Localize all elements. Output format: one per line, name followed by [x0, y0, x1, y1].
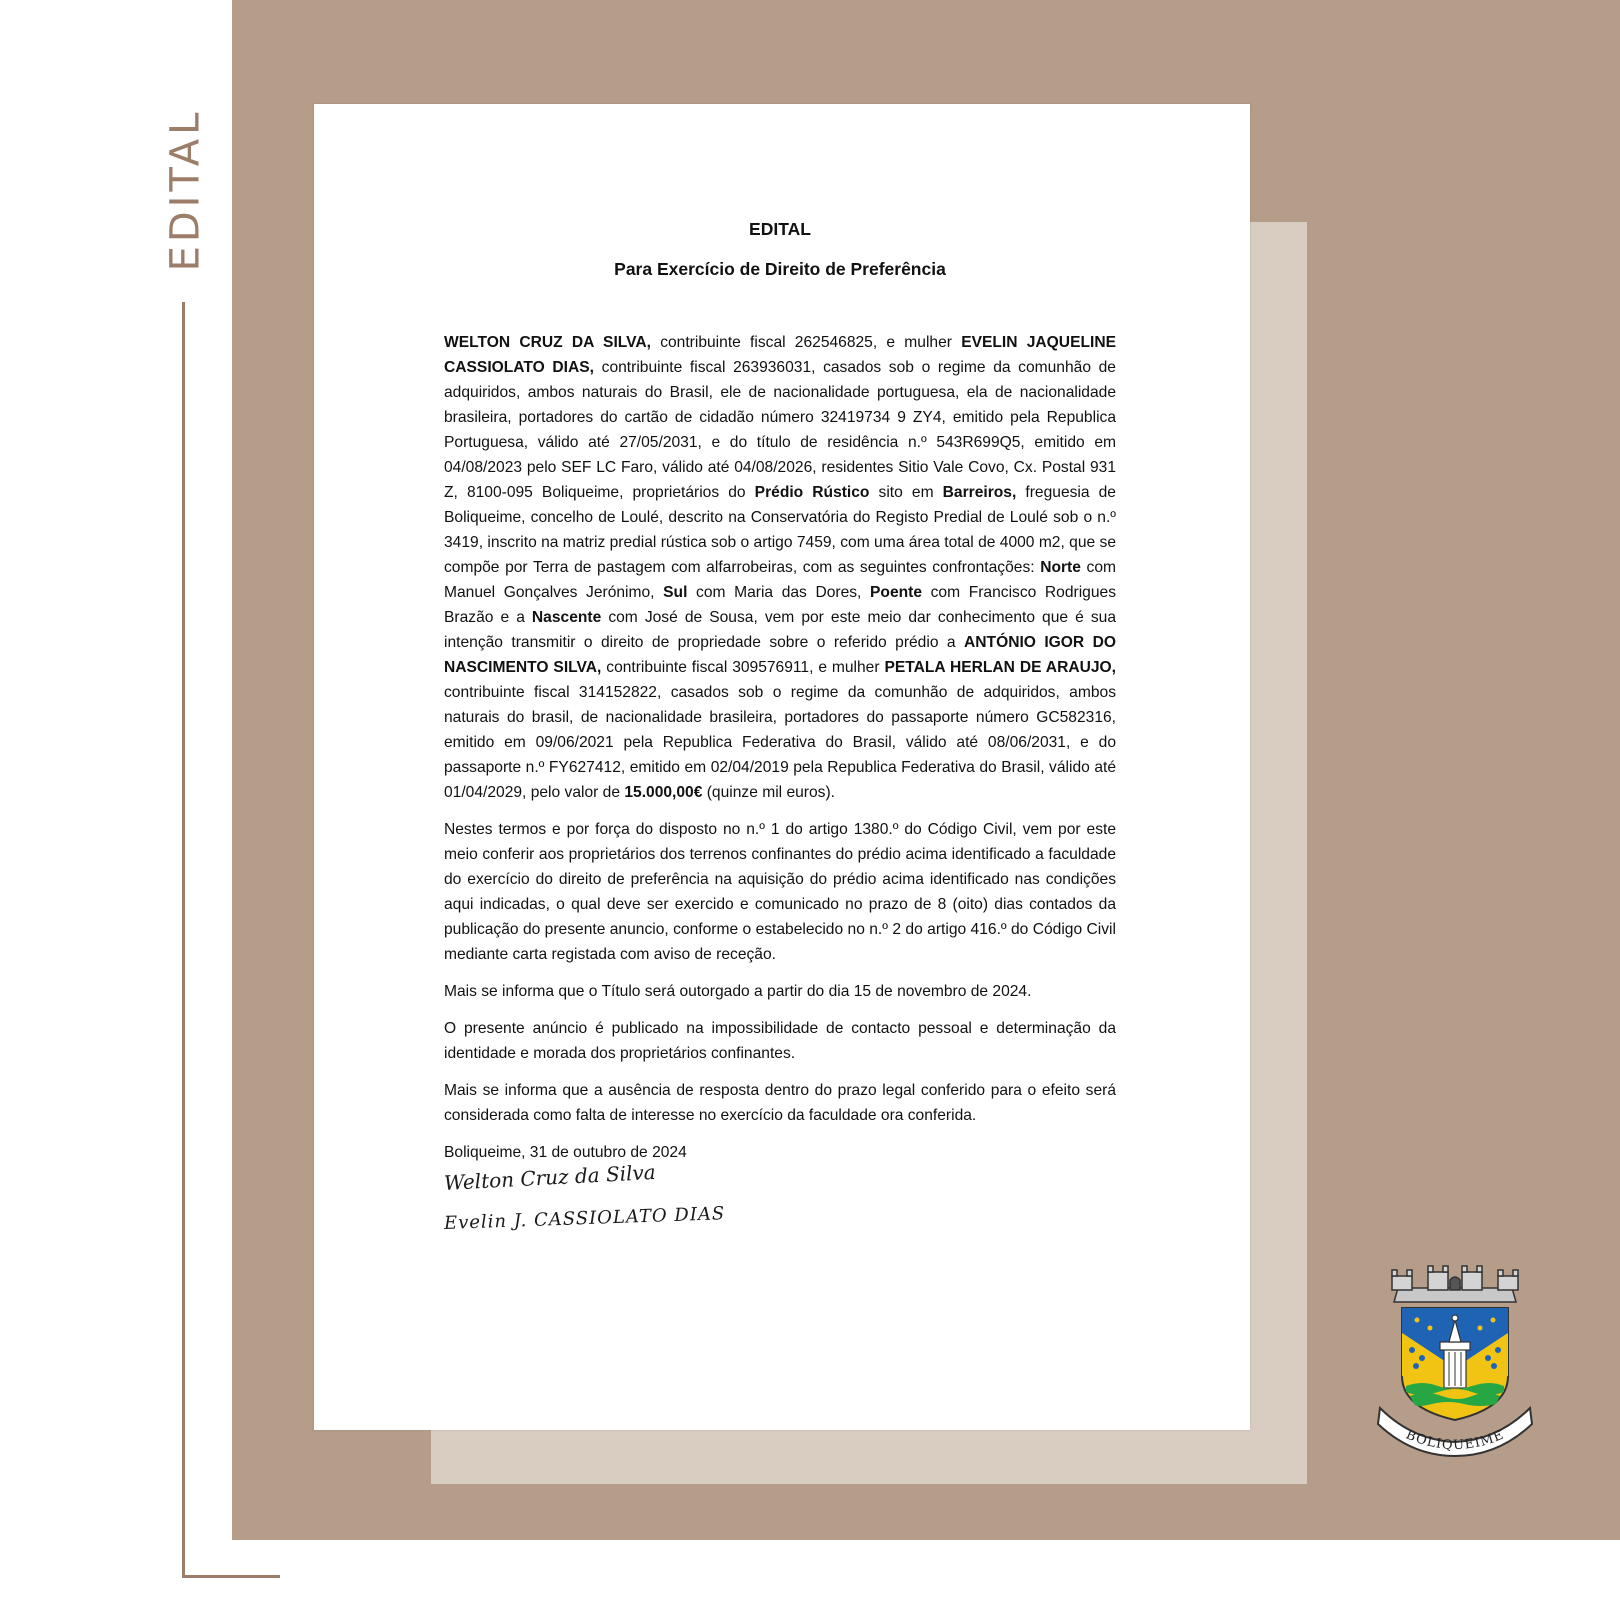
bold-text: Poente	[870, 584, 923, 601]
bold-text: 15.000,00€	[624, 784, 703, 801]
body-text: contribuinte fiscal 309576911, e mulher	[601, 659, 885, 676]
crest-shield	[1402, 1308, 1508, 1420]
document-paragraph	[444, 1016, 1116, 1066]
signatures	[443, 1159, 1116, 1249]
body-text: com Francisco Rodrigues Brazão e a	[444, 584, 1116, 626]
boliqueime-crest-logo	[1372, 1258, 1538, 1458]
bold-text: WELTON CRUZ DA SILVA,	[444, 334, 651, 351]
bold-text: Sul	[663, 584, 688, 601]
bold-text: Prédio Rústico	[754, 484, 870, 501]
body-text: com Manuel Gonçalves Jerónimo,	[444, 559, 1116, 601]
body-text: freguesia de Boliqueime, concelho de Loulé, descrito na Conservatória do Registo Predial de Loulé sob o n.º 3419, inscrito na matriz predial rústica sob o artigo 7459, com uma área total de 4000 m2, que se compõe por Terra de pastagem com alfarrobeiras, com as seguintes confrontações:	[444, 484, 1116, 576]
body-text: contribuinte fiscal 262546825, e mulher	[650, 334, 962, 351]
document-paragraph	[444, 979, 1116, 1004]
document-title: EDITAL	[749, 219, 811, 239]
body-text: Mais se informa que a ausência de resposta dentro do prazo legal conferido para o efeito será considerada como falta de interesse no exercício da faculdade ora conferida.	[444, 1082, 1116, 1124]
body-text: O presente anúncio é publicado na impossibilidade de contacto pessoal e determinação da identidade e morada dos proprietários confinantes.	[444, 1020, 1116, 1062]
crest-banner-text: BOLIQUEIME	[1403, 1427, 1507, 1454]
signature-welton: Welton Cruz da Silva	[443, 1159, 657, 1195]
body-text: contribuinte fiscal 314152822, casados sob o regime da comunhão de adquiridos, ambos naturais do brasil, de nacionalidade brasileira, portadores do passaporte número GC582316, emitido em 09/06/2021 pela Republica Federativa do Brasil, válido até 08/06/2031, e do passaporte n.º FY627412, emitido em 02/04/2019 pela Republica Federativa do Brasil, válido até 01/04/2029, pelo valor de	[444, 684, 1116, 801]
bold-text: Barreiros,	[942, 484, 1017, 501]
side-vertical-line	[182, 302, 185, 1578]
body-text: com José de Sousa, vem por este meio dar conhecimento que é sua intenção transmitir o direito de propriedade sobre o referido prédio a	[444, 609, 1116, 651]
signature-evelin: Evelin J. CASSIOLATO DIAS	[443, 1203, 726, 1234]
document-paragraph	[444, 1078, 1116, 1128]
body-text: Mais se informa que o Título será outorgado a partir do dia 15 de novembro de 2024.	[444, 983, 1032, 1000]
document-paragraph	[444, 817, 1116, 967]
bold-text: PETALA HERLAN DE ARAUJO,	[884, 659, 1116, 676]
document-paragraph	[444, 330, 1116, 805]
document-subtitle: Para Exercício de Direito de Preferência	[614, 259, 946, 279]
bold-text: Nascente	[531, 609, 602, 626]
body-text: sito em	[869, 484, 943, 501]
bold-text: EVELIN JAQUELINE CASSIOLATO DIAS,	[444, 334, 1116, 376]
bold-text: Norte	[1040, 559, 1081, 576]
side-title-text: EDITAL	[162, 108, 209, 272]
bold-text: ANTÓNIO IGOR DO NASCIMENTO SILVA,	[444, 634, 1117, 676]
document-page	[314, 104, 1250, 1430]
document-date: Boliqueime, 31 de outubro de 2024	[444, 1144, 687, 1161]
crest-crown	[1392, 1266, 1518, 1302]
body-text: (quinze mil euros).	[702, 784, 835, 801]
document-paragraphs	[444, 330, 1116, 1128]
body-text: contribuinte fiscal 263936031, casados sob o regime da comunhão de adquiridos, ambos naturais do Brasil, ele de nacionalidade portuguesa, ela de nacionalidade brasileira, portadores do cartão de cidadão número 32419734 9 ZY4, emitido pela Republica Portuguesa, válido até 27/05/2031, e do título de residência n.º 543R699Q5, emitido em 04/08/2023 pelo SEF LC Faro, válido até 04/08/2026, residentes Sitio Vale Covo, Cx. Postal 931 Z, 8100-095 Boliqueime, proprietários do	[444, 359, 1116, 501]
side-horizontal-line	[182, 1575, 280, 1578]
document-body	[444, 216, 1116, 1249]
body-text: Nestes termos e por força do disposto no n.º 1 do artigo 1380.º do Código Civil, vem por este meio conferir aos proprietários dos terrenos confinantes do prédio acima identificado a faculdade do exercício do direito de preferência na aquisição do prédio acima identificado nas condições aqui indicadas, o qual deve ser exercido e comunicado no prazo de 8 (oito) dias contados da publicação do presente anuncio, conforme o estabelecido no n.º 2 do artigo 416.º do Código Civil mediante carta registada com aviso de receção.	[444, 821, 1116, 963]
side-title	[160, 108, 210, 272]
body-text: com Maria das Dores,	[687, 584, 871, 601]
